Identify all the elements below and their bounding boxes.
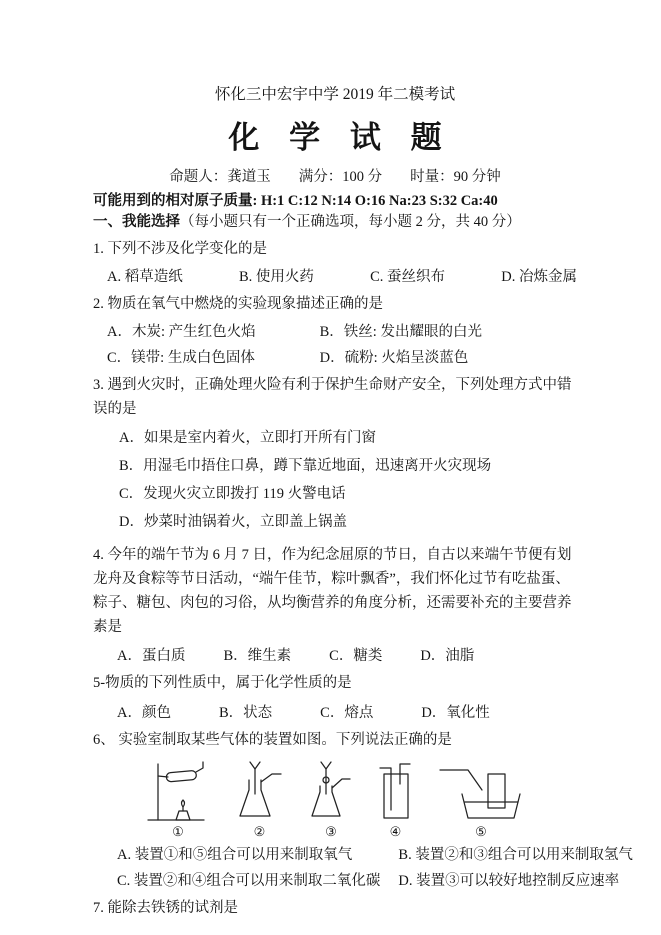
apparatus-4-label: ④ bbox=[389, 824, 402, 840]
question-5 bbox=[93, 672, 577, 722]
question-3-stem: 3. 遇到火灾时，正确处理火险有利于保护生命财产安全，下列处理方式中错误的是 bbox=[93, 376, 572, 417]
apparatus-5-label: ⑤ bbox=[475, 824, 487, 840]
question-4-option-b: B．维生素 bbox=[223, 648, 292, 665]
apparatus-3 bbox=[309, 760, 353, 840]
question-3-option-a: A．如果是室内着火，立即打开所有门窗 bbox=[119, 429, 376, 446]
question-7-stem: 7. 能除去铁锈的试剂是 bbox=[93, 899, 238, 916]
question-1-option-b: B. 使用火药 bbox=[238, 268, 314, 285]
meta-setter: 命题人：龚道玉 bbox=[169, 169, 271, 185]
question-5-option-c: C．熔点 bbox=[320, 705, 374, 722]
question-6-options bbox=[93, 843, 633, 890]
question-1-option-a: A. 稻草造纸 bbox=[107, 268, 183, 285]
question-3-option-d: D．炒菜时油锅着火，立即盖上锅盖 bbox=[119, 514, 347, 531]
question-1-option-d: D. 冶炼金属 bbox=[501, 268, 577, 285]
question-4-option-a: A．蛋白质 bbox=[117, 648, 186, 665]
question-4-option-c: C．糖类 bbox=[329, 648, 383, 665]
apparatus-3-label: ③ bbox=[325, 824, 337, 840]
question-5-stem: 5-物质的下列性质中，属于化学性质的是 bbox=[93, 675, 352, 692]
water-trough-collection-icon bbox=[438, 760, 524, 822]
apparatus-4 bbox=[379, 760, 413, 840]
question-3-options bbox=[93, 424, 577, 537]
apparatus-1-label: ① bbox=[172, 824, 184, 840]
question-3-option-c: C．发现火灾立即拨打 119 火警电话 bbox=[119, 486, 346, 503]
question-4-stem: 4. 今年的端午节为 6 月 7 日，作为纪念屈原的节日，自古以来端午节便有划龙舟及食粽等节日活动，“端午佳节，粽叶飘香”，我们怀化过节有吃盐蛋、粽子、糖包、肉包的习俗，从均衡营养的角度分析，还需要补充的主要营养素是 bbox=[93, 546, 572, 635]
section-one-note: （每小题只有一个正确选项，每小题 2 分，共 40 分） bbox=[180, 214, 521, 230]
apparatus-2 bbox=[236, 760, 284, 840]
question-7 bbox=[93, 897, 577, 921]
upright-gas-jar-icon bbox=[379, 760, 413, 822]
paper-title: 化 学 试 题 bbox=[228, 120, 452, 155]
question-6-stem: 6、 实验室制取某些气体的装置如图。下列说法正确的是 bbox=[93, 732, 452, 749]
question-3 bbox=[93, 374, 577, 537]
question-4 bbox=[93, 544, 577, 666]
question-6-option-d: D. 装置③可以较好地控制反应速率 bbox=[398, 872, 620, 889]
paper-meta-line bbox=[93, 165, 577, 186]
section-one-heading bbox=[93, 210, 577, 231]
question-5-option-a: A．颜色 bbox=[117, 705, 171, 722]
heating-test-tube-stand-icon bbox=[146, 760, 210, 822]
question-2-stem: 2. 物质在氧气中燃烧的实验现象描述正确的是 bbox=[93, 295, 383, 312]
question-5-option-b: B．状态 bbox=[218, 705, 273, 722]
apparatus-5 bbox=[438, 760, 524, 840]
question-1-option-c: C. 蚕丝织布 bbox=[370, 268, 446, 285]
flask-thistle-funnel-icon bbox=[236, 760, 284, 822]
flask-stopcock-funnel-icon bbox=[309, 760, 353, 822]
question-4-options bbox=[93, 644, 577, 665]
question-1-options bbox=[93, 265, 577, 286]
question-5-option-d: D．氧化性 bbox=[421, 705, 490, 722]
atomic-mass-line: 可能用到的相对原子质量: H:1 C:12 N:14 O:16 Na:23 S:32 Ca:40 bbox=[93, 193, 498, 209]
question-2-option-b: B．铁丝: 发出耀眼的白光 bbox=[319, 323, 482, 340]
question-5-options bbox=[93, 701, 577, 722]
question-2-option-d: D．硫粉: 火焰呈淡蓝色 bbox=[319, 349, 469, 366]
question-1 bbox=[93, 238, 577, 286]
question-2-option-c: C．镁带: 生成白色固体 bbox=[107, 349, 255, 366]
question-2-option-a: A．木炭: 产生红色火焰 bbox=[107, 323, 256, 340]
apparatus-1 bbox=[146, 760, 210, 840]
question-3-option-b: B．用湿毛巾捂住口鼻，蹲下靠近地面，迅速离开火灾现场 bbox=[119, 457, 492, 474]
question-4-option-d: D．油脂 bbox=[420, 648, 475, 665]
question-6-option-b: B. 装置②和③组合可以用来制取氢气 bbox=[398, 846, 633, 863]
question-6-apparatus-figure bbox=[146, 760, 524, 840]
exam-session-line: 怀化三中宏宇中学 2019 年二模考试 bbox=[214, 86, 456, 103]
question-6-option-a: A. 装置①和⑤组合可以用来制取氧气 bbox=[117, 846, 353, 863]
question-2-options bbox=[93, 320, 577, 367]
question-2 bbox=[93, 293, 577, 367]
meta-duration: 时量：90 分钟 bbox=[410, 169, 501, 185]
question-6 bbox=[93, 729, 633, 890]
apparatus-2-label: ② bbox=[253, 824, 266, 840]
question-6-option-c: C. 装置②和④组合可以用来制取二氧化碳 bbox=[117, 872, 381, 889]
meta-full-score: 满分：100 分 bbox=[298, 169, 383, 185]
section-one-title: 一、我能选择 bbox=[93, 214, 180, 230]
question-1-stem: 1. 下列不涉及化学变化的是 bbox=[93, 241, 267, 257]
